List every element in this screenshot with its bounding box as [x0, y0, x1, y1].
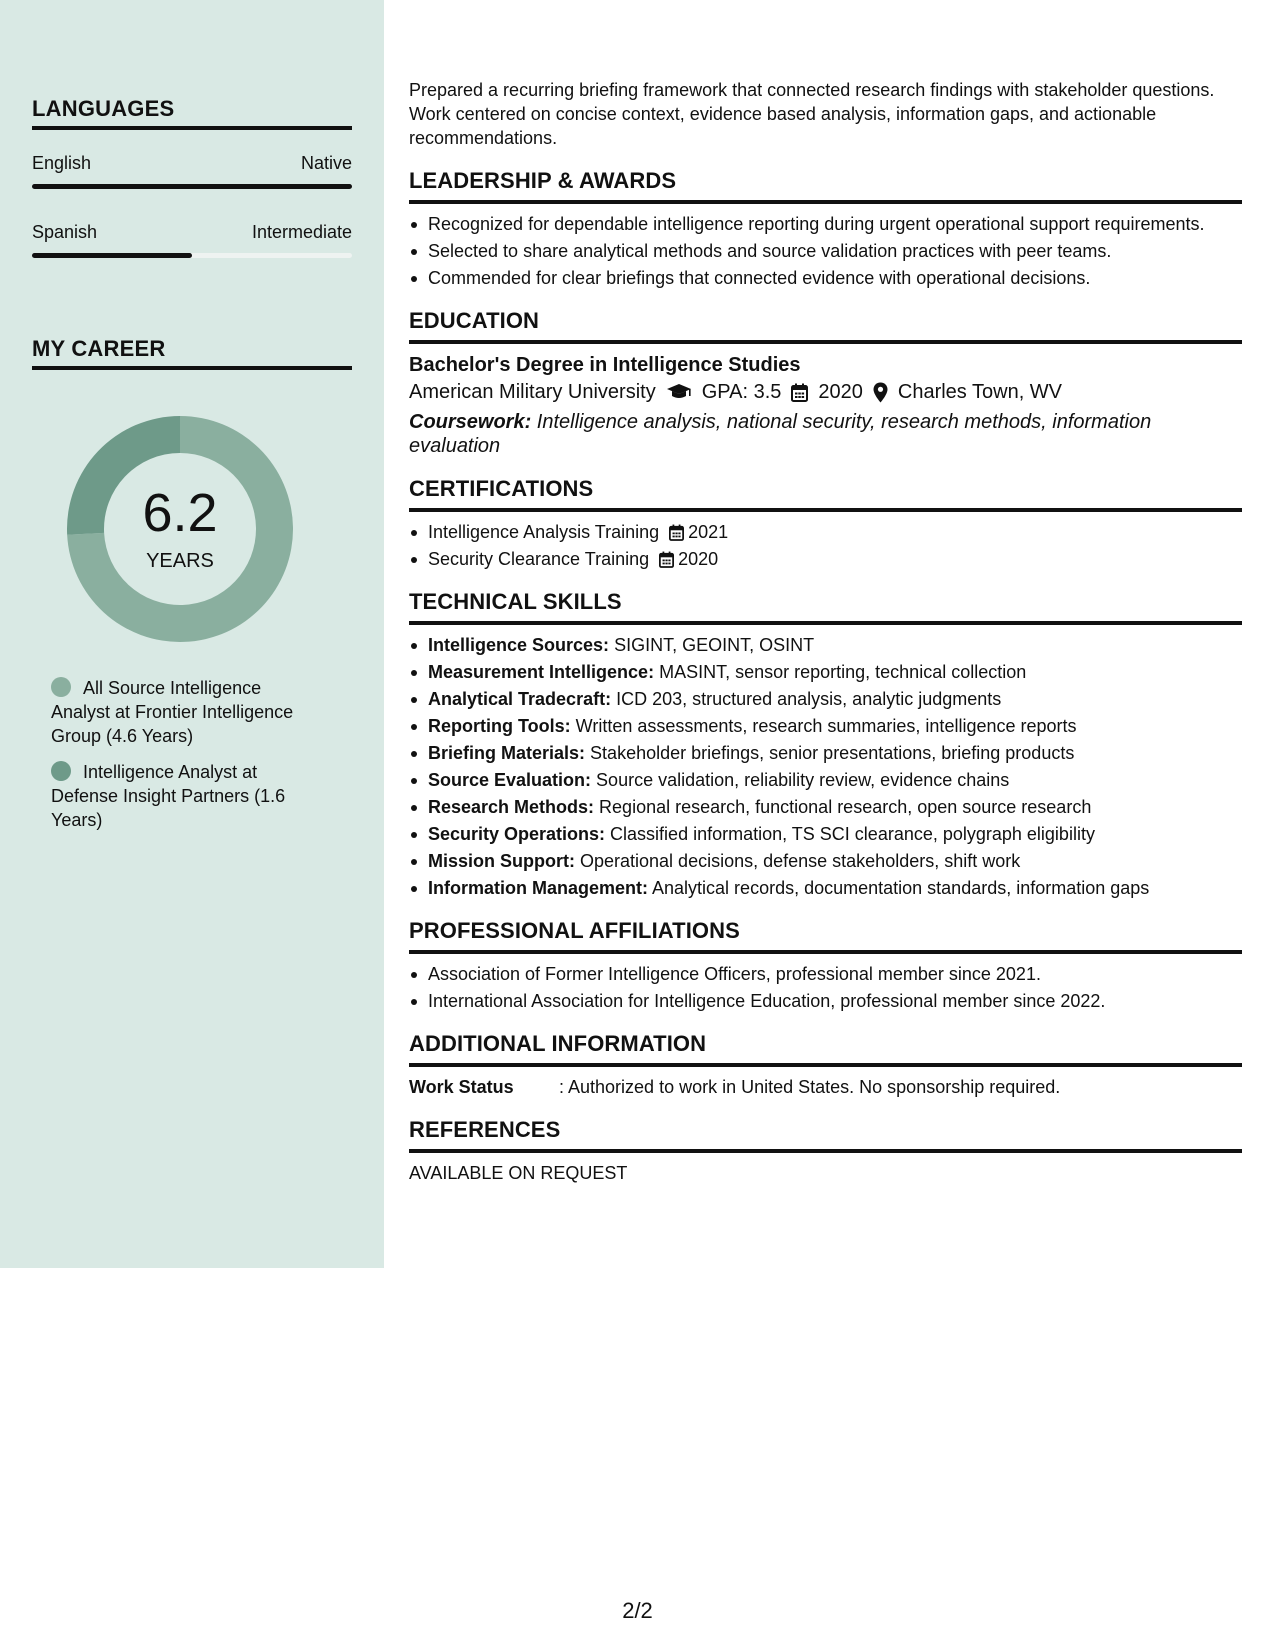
- references-text: AVAILABLE ON REQUEST: [409, 1163, 628, 1183]
- skill-label: Mission Support:: [428, 851, 575, 871]
- language-row-english: [32, 153, 352, 174]
- skill-label: Briefing Materials:: [428, 743, 586, 763]
- skill-item: [409, 822, 1242, 846]
- languages-rule: [32, 126, 352, 130]
- skill-item: [409, 768, 1242, 792]
- list-item: Commended for clear briefings that connected evidence with operational decisions.: [409, 266, 1242, 290]
- skill-label: Information Management:: [428, 878, 649, 898]
- certification-name: Intelligence Analysis Training: [428, 522, 660, 542]
- education-title: EDUCATION: [409, 308, 540, 333]
- skill-label: Security Operations:: [428, 824, 606, 844]
- career-rule: [32, 366, 352, 370]
- certifications-title: CERTIFICATIONS: [409, 476, 594, 501]
- skill-label: Intelligence Sources:: [428, 635, 610, 655]
- list-item: [409, 520, 1242, 544]
- career-years-label: YEARS: [146, 550, 214, 572]
- language-level: Intermediate: [251, 222, 352, 242]
- calendar-icon: [669, 524, 684, 541]
- skill-item: [409, 660, 1242, 684]
- location-pin-icon: [873, 382, 888, 403]
- language-name: Spanish: [32, 222, 98, 242]
- education-degree: Bachelor's Degree in Intelligence Studies: [409, 354, 801, 376]
- skills-title: TECHNICAL SKILLS: [409, 589, 622, 614]
- certification-name: Security Clearance Training: [428, 549, 650, 569]
- skill-label: Source Evaluation:: [428, 770, 592, 790]
- references-title: REFERENCES: [409, 1117, 561, 1142]
- skill-label: Research Methods:: [428, 797, 595, 817]
- skill-value: MASINT, sensor reporting, technical collection: [654, 662, 1027, 682]
- skills-list: [409, 633, 1242, 900]
- work-status-value: : Authorized to work in United States. No sponsorship required.: [559, 1077, 1061, 1097]
- list-item: Recognized for dependable intelligence reporting during urgent operational support requirements.: [409, 212, 1242, 236]
- section-rule: [409, 1149, 1242, 1153]
- career-legend-item: [51, 676, 321, 748]
- main-content: [409, 78, 1242, 1185]
- list-item: Association of Former Intelligence Officers, professional member since 2021.: [409, 962, 1242, 986]
- skill-label: Measurement Intelligence:: [428, 662, 655, 682]
- certifications-list: [409, 520, 1242, 571]
- certification-year: 2020: [678, 549, 719, 569]
- skill-value: Source validation, reliability review, evidence chains: [591, 770, 1010, 790]
- language-bar-english: [32, 184, 352, 189]
- affiliations-title: PROFESSIONAL AFFILIATIONS: [409, 918, 740, 943]
- language-name: English: [32, 153, 92, 173]
- leadership-list: [409, 212, 1242, 290]
- section-rule: [409, 200, 1242, 204]
- language-level: Native: [300, 153, 352, 173]
- list-item: International Association for Intelligence Education, professional member since 2022.: [409, 989, 1242, 1013]
- section-rule: [409, 508, 1242, 512]
- skill-item: [409, 633, 1242, 657]
- education-meta: [409, 378, 1242, 406]
- work-status-label: Work Status: [409, 1077, 514, 1097]
- skill-value: Regional research, functional research, open source research: [594, 797, 1092, 817]
- education-coursework: [409, 410, 1242, 458]
- work-status-row: [409, 1075, 1242, 1099]
- career-total-years: 6.2: [142, 483, 218, 543]
- education-gpa: GPA: 3.5: [701, 381, 782, 403]
- affiliations-list: [409, 962, 1242, 1013]
- legend-dot-icon: [51, 677, 71, 697]
- career-donut-chart: [67, 416, 293, 642]
- calendar-icon: [791, 383, 808, 402]
- legend-dot-icon: [51, 761, 71, 781]
- skill-value: SIGINT, GEOINT, OSINT: [609, 635, 815, 655]
- additional-info-title: ADDITIONAL INFORMATION: [409, 1031, 707, 1056]
- education-year: 2020: [818, 381, 863, 403]
- skill-item: [409, 741, 1242, 765]
- skill-value: Written assessments, research summaries, intelligence reports: [570, 716, 1077, 736]
- intro-paragraph: Prepared a recurring briefing framework that connected research findings with stakeholder questions. Work centered on concise context, evidence based analysis, information gaps, and actionable recommendations.: [409, 80, 1215, 148]
- section-rule: [409, 950, 1242, 954]
- career-title: MY CAREER: [32, 336, 166, 361]
- career-legend-label: Intelligence Analyst at Defense Insight Partners (1.6 Years): [51, 762, 286, 830]
- page-number: 2/2: [622, 1598, 653, 1623]
- skill-value: ICD 203, structured analysis, analytic judgments: [611, 689, 1002, 709]
- list-item: Selected to share analytical methods and source validation practices with peer teams.: [409, 239, 1242, 263]
- certification-year: 2021: [688, 522, 729, 542]
- sidebar: [0, 0, 384, 1268]
- skill-item: [409, 849, 1242, 873]
- skill-value: Operational decisions, defense stakeholders, shift work: [575, 851, 1021, 871]
- coursework-label: Coursework:: [409, 411, 532, 433]
- skill-value: Analytical records, documentation standards, information gaps: [648, 878, 1150, 898]
- language-bar-fill: [32, 184, 352, 189]
- career-legend-label: All Source Intelligence Analyst at Frontier Intelligence Group (4.6 Years): [51, 678, 294, 746]
- languages-title: LANGUAGES: [32, 96, 175, 121]
- list-item: [409, 547, 1242, 571]
- leadership-title: LEADERSHIP & AWARDS: [409, 168, 677, 193]
- section-rule: [409, 1063, 1242, 1067]
- skill-item: [409, 714, 1242, 738]
- section-rule: [409, 340, 1242, 344]
- graduation-cap-icon: [666, 383, 692, 401]
- skill-value: Classified information, TS SCI clearance, polygraph eligibility: [605, 824, 1095, 844]
- skill-item: [409, 687, 1242, 711]
- skill-item: [409, 795, 1242, 819]
- career-legend-item: [51, 760, 321, 832]
- skill-label: Analytical Tradecraft:: [428, 689, 612, 709]
- career-legend: [51, 676, 321, 844]
- skill-label: Reporting Tools:: [428, 716, 571, 736]
- language-bar-spanish: [32, 253, 352, 258]
- language-row-spanish: [32, 222, 352, 243]
- education-school: American Military University: [409, 381, 656, 403]
- language-bar-fill: [32, 253, 192, 258]
- calendar-icon: [659, 551, 674, 568]
- skill-value: Stakeholder briefings, senior presentations, briefing products: [585, 743, 1075, 763]
- section-rule: [409, 621, 1242, 625]
- skill-item: [409, 876, 1242, 900]
- coursework-text: Intelligence analysis, national security, research methods, information evaluation: [409, 411, 1152, 457]
- education-location: Charles Town, WV: [897, 381, 1063, 403]
